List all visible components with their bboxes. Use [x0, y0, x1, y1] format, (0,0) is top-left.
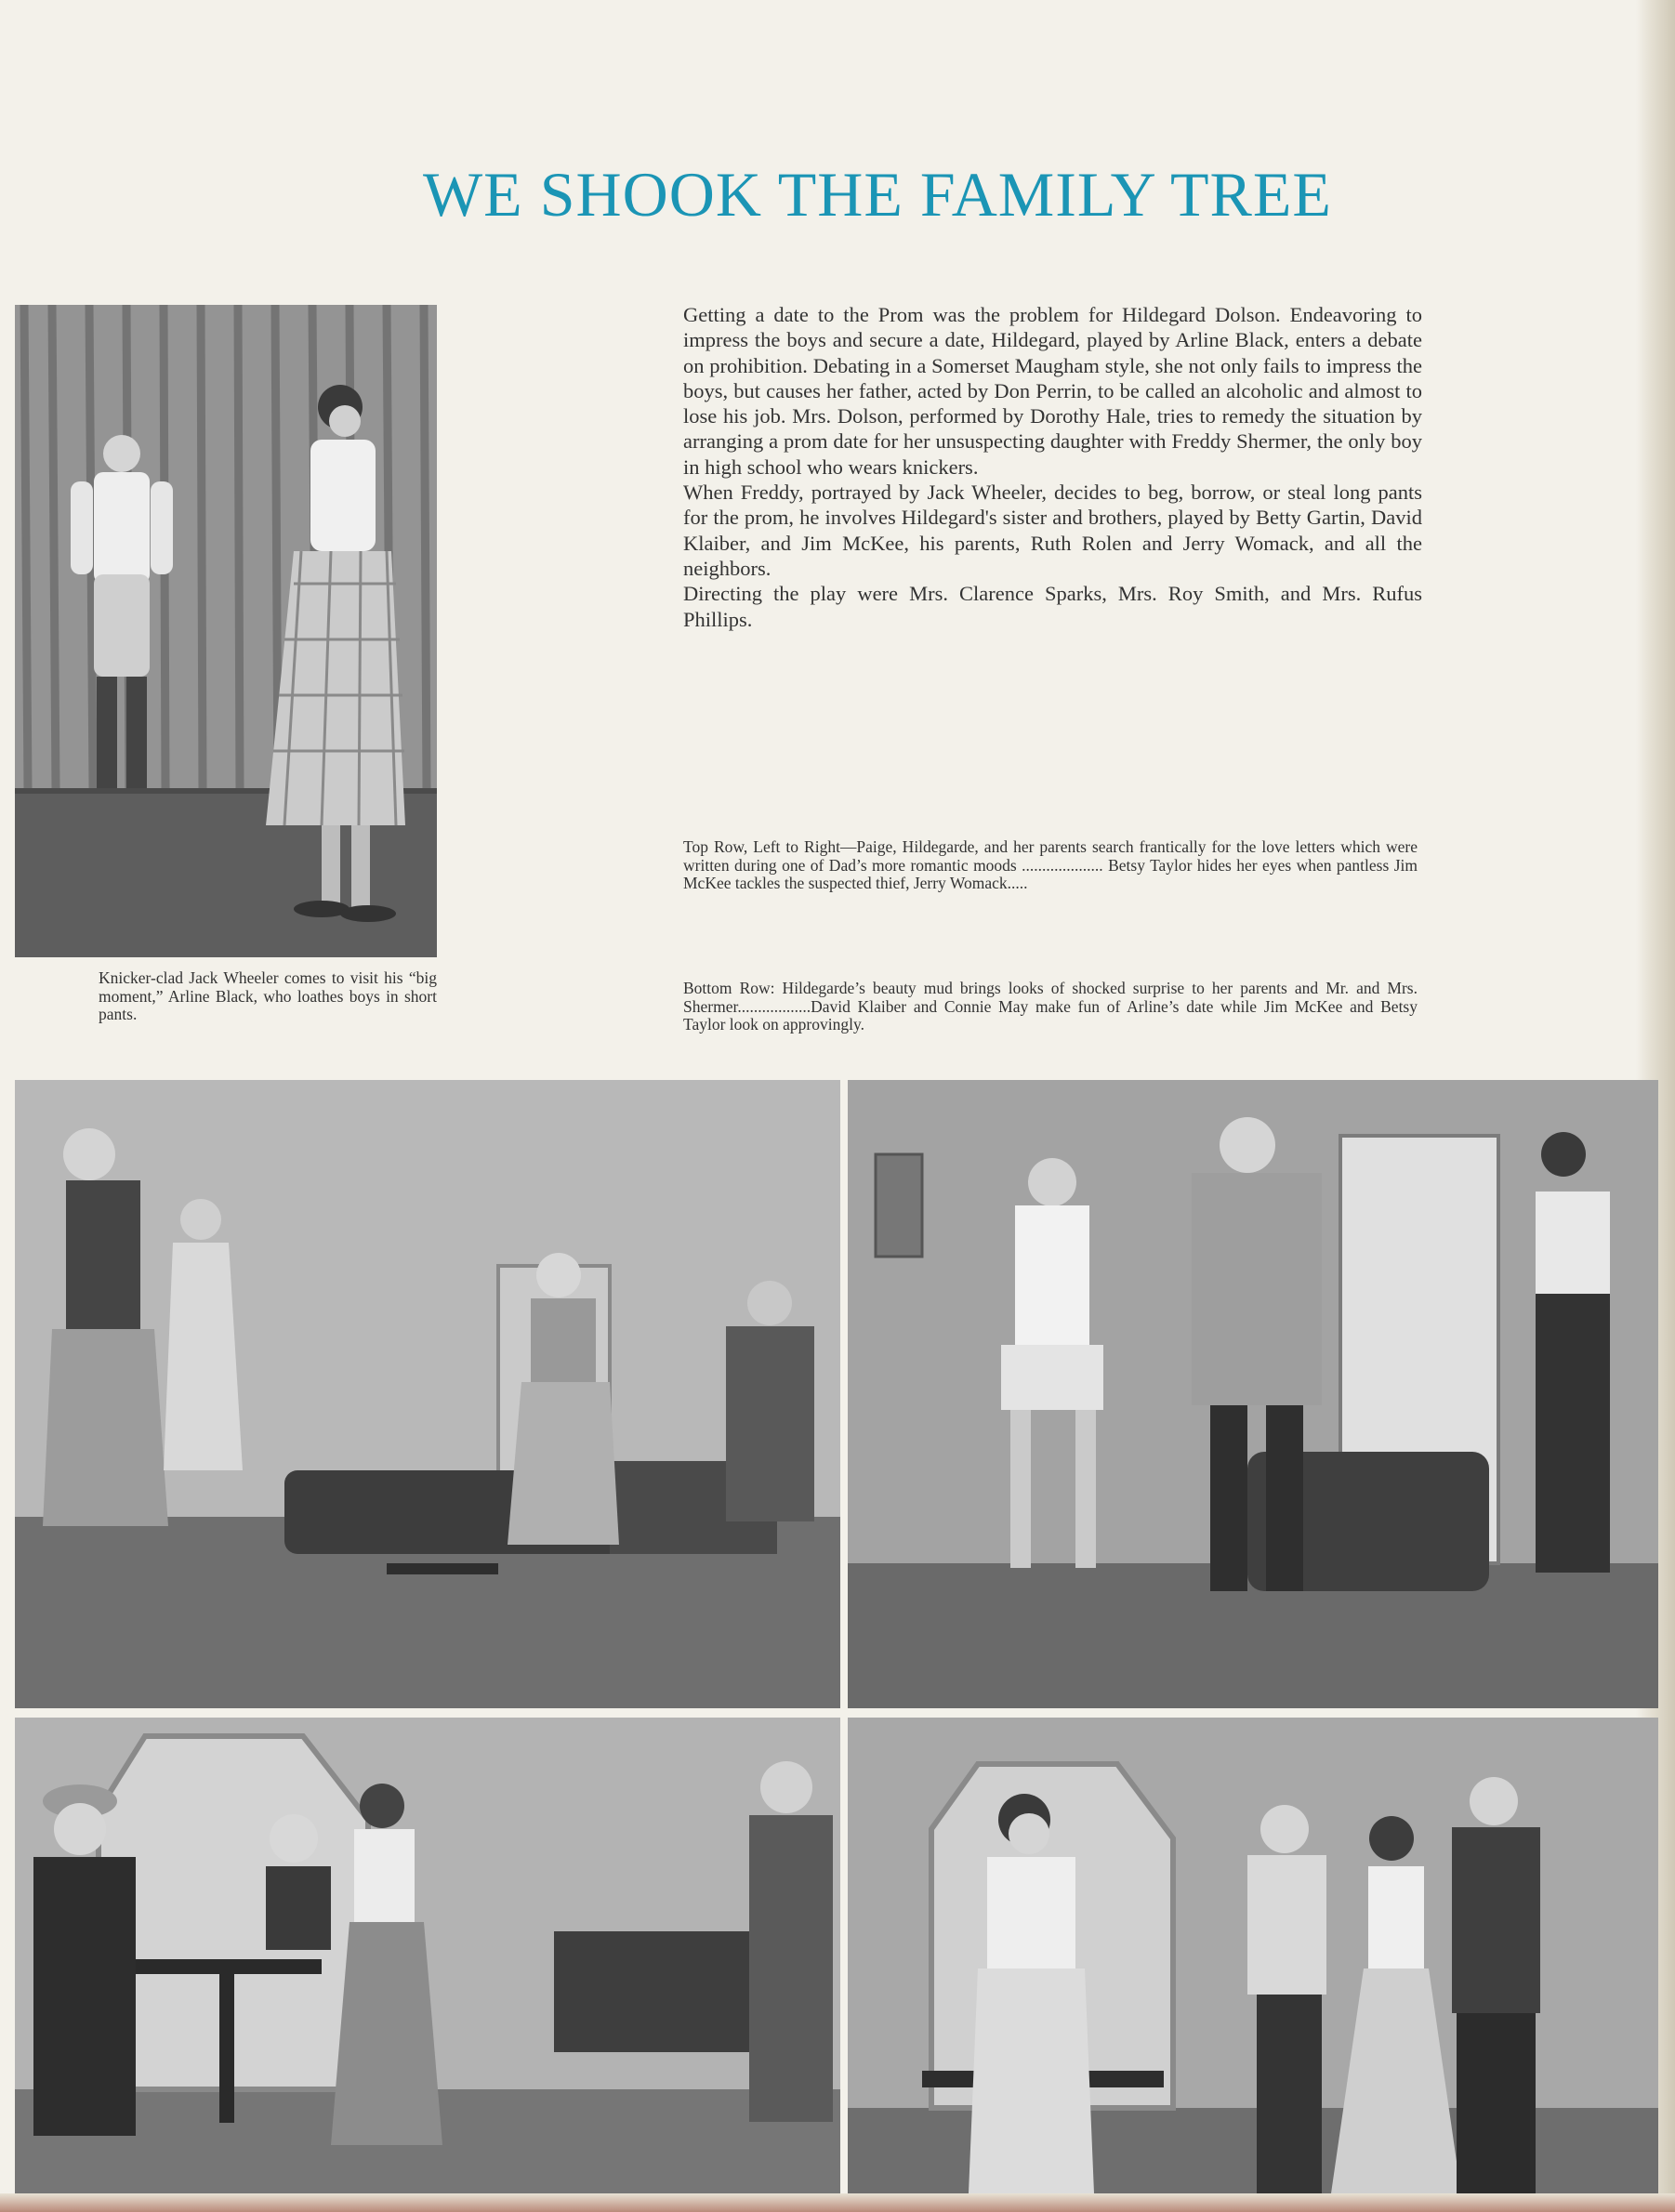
story-paragraph-2: When Freddy, portrayed by Jack Wheeler, decides to beg, borrow, or steal long pants for the prom, he involves Hildegard's sister and brothers, played by Betty Gartin, David Klaiber, and Jim McKee, his parents, Ruth Rolen and Jerry Womack, and all the neighbors.	[683, 481, 1422, 580]
photo-dance-scene	[848, 1718, 1658, 2193]
photo-knickers-scene	[15, 305, 437, 957]
caption-top-row: Top Row, Left to Right—Paige, Hildegarde, and her parents search frantically for the love letters which were written during one of Dad’s more romantic moods .................... Betsy Taylor hides her eyes when pantless Jim McKee tackles the suspected thief, Jerry Womack.....	[683, 837, 1418, 892]
caption-bottom-row: Bottom Row: Hildegarde’s beauty mud brings looks of shocked surprise to her parents and Mr. and Mrs. Shermer..................David Klaiber and Connie May make fun of Arline’s date while Jim McKee and Betsy Taylor look on approvingly.	[683, 979, 1418, 1034]
photo-tackle-scene	[848, 1080, 1658, 1708]
story-paragraph-1: Getting a date to the Prom was the problem for Hildegard Dolson. Endeavoring to impress the boys and secure a date, Hildegard, played by Arline Black, enters a debate on prohibition. Debating in a Somerset Maugham style, she not only fails to impress the boys, but causes her father, acted by Don Perrin, to be called an alcoholic and almost to lose his job. Mrs. Dolson, performed by Dorothy Hale, tries to remedy the situation by arranging a prom date for her unsuspecting daughter with Freddy Shermer, the only boy in high school who wears knickers.	[683, 303, 1422, 479]
photo-beauty-mud	[15, 1718, 840, 2193]
bottom-edge	[0, 2193, 1675, 2212]
page-title: WE SHOOK THE FAMILY TREE	[423, 159, 1332, 230]
story-paragraph-3: Directing the play were Mrs. Clarence Sparks, Mrs. Roy Smith, and Mrs. Rufus Phillips.	[683, 582, 1422, 631]
photo-letter-search	[15, 1080, 840, 1708]
caption-left-photo: Knicker-clad Jack Wheeler comes to visit his “big moment,” Arline Black, who loathes boys in short pants.	[99, 968, 437, 1023]
story-text	[683, 302, 1422, 632]
